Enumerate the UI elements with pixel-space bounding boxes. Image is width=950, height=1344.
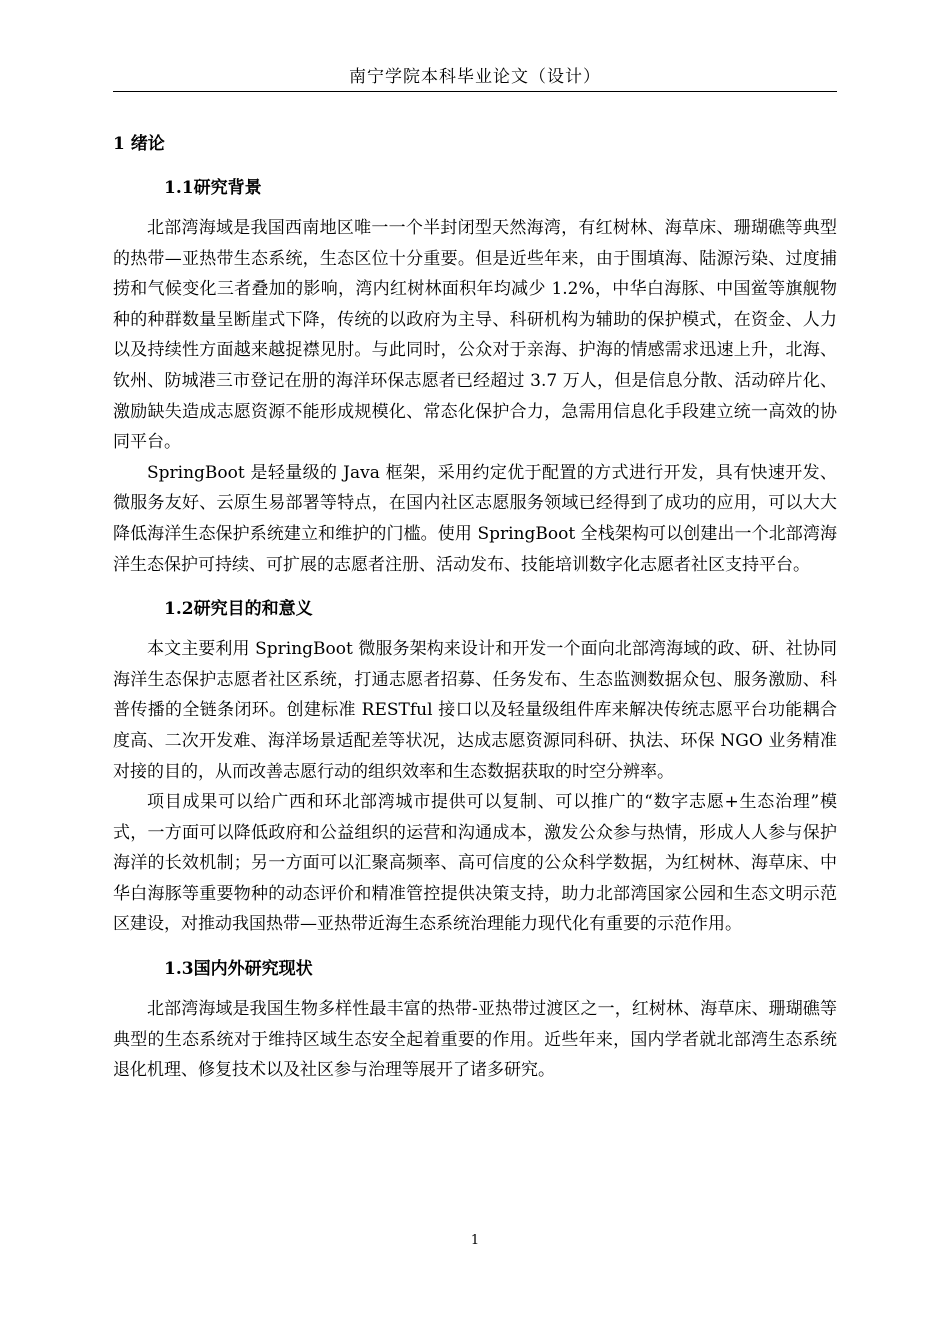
section-heading: 1.2研究目的和意义 <box>164 599 313 620</box>
paragraph: SpringBoot 是轻量级的 Java 框架，采用约定优于配置的方式进行开发，具有快速开发、微服务友好、云原生易部署等特点，在国内社区志愿服务领域已经得到了成功的应用，可以大大降低海洋生态保护系统建立和维护的门槛。使用 SpringBoot 全栈架构可以创建出一个北部湾海洋生态保护可持续、可扩展的志愿者注册、活动发布、技能培训数字化志愿者社区支持平台。 <box>113 462 837 575</box>
page-body <box>113 127 837 1086</box>
section-research-status <box>113 952 837 1086</box>
paragraph: 北部湾海域是我国西南地区唯一一个半封闭型天然海湾，有红树林、海草床、珊瑚礁等典型的热带—亚热带生态系统，生态区位十分重要。但是近些年来，由于围填海、陆源污染、过度捕捞和气候变化三者叠加的影响，湾内红树林面积年均减少 1.2%，中华白海豚、中国鲎等旗舰物种的种群数量呈断崖式下降，传统的以政府为主导、科研机构为辅助的保护模式，在资金、人力以及持续性方面越来越捉襟见肘。与此同时，公众对于亲海、护海的情感需求迅速上升，北海、钦州、防城港三市登记在册的海洋环保志愿者已经超过 3.7 万人，但是信息分散、活动碎片化、激励缺失造成志愿资源不能形成规模化、常态化保护合力，急需用信息化手段建立统一高效的协同平台。 <box>113 218 837 453</box>
paragraph: 本文主要利用 SpringBoot 微服务架构来设计和开发一个面向北部湾海域的政、研、社协同海洋生态保护志愿者社区系统，打通志愿者招募、任务发布、生态监测数据众包、服务激励、科普传播的全链条闭环。创建标准 RESTful 接口以及轻量级组件库来解决传统志愿平台功能耦合度高、二次开发难、海洋场景适配差等状况，达成志愿资源同科研、执法、环保 NGO 业务精准对接的目的，从而改善志愿行动的组织效率和生态数据获取的时空分辨率。 <box>113 639 837 782</box>
section-research-purpose <box>113 592 837 940</box>
section-research-background <box>113 171 837 580</box>
paragraph: 北部湾海域是我国生物多样性最丰富的热带-亚热带过渡区之一，红树林、海草床、珊瑚礁等典型的生态系统对于维持区域生态安全起着重要的作用。近些年来，国内学者就北部湾生态系统退化机理、修复技术以及社区参与治理等展开了诸多研究。 <box>113 999 837 1081</box>
section-heading: 1.1研究背景 <box>164 178 262 198</box>
header-divider <box>113 91 837 92</box>
section-heading: 1.3国内外研究现状 <box>164 959 313 980</box>
page-number: 1 <box>470 1233 480 1248</box>
paragraph: 项目成果可以给广西和环北部湾城市提供可以复制、可以推广的“数字志愿+生态治理”模式，一方面可以降低政府和公益组织的运营和沟通成本，激发公众参与热情，形成人人参与保护海洋的长效机制；另一方面可以汇聚高频率、高可信度的公众科学数据，为红树林、海草床、中华白海豚等重要物种的动态评价和精准管控提供决策支持，助力北部湾国家公园和生态文明示范区建设，对推动我国热带—亚热带近海生态系统治理能力现代化有重要的示范作用。 <box>113 792 837 935</box>
page-header: 南宁学院本科毕业论文（设计） <box>349 67 601 87</box>
chapter-heading: 1 绪论 <box>113 134 165 154</box>
